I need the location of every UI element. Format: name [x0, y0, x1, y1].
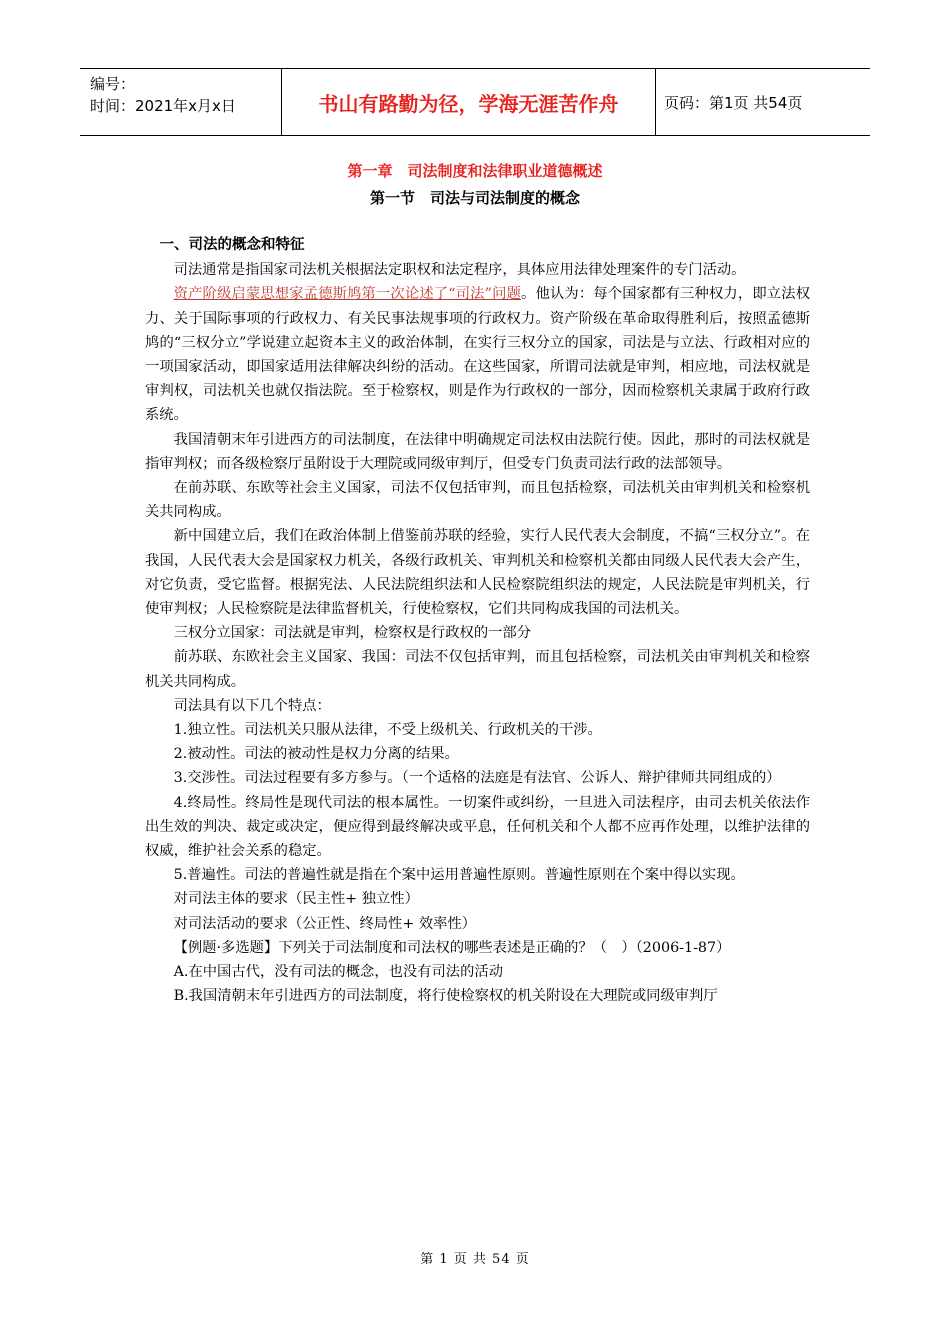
- list-item: 3.交涉性。司法过程要有多方参与。（一个适格的法庭是有法官、公诉人、辩护律师共同组成的）: [173, 770, 781, 787]
- paragraph: 司法具有以下几个特点：: [173, 697, 331, 714]
- page-footer: 第 1 页 共 54 页: [420, 1252, 530, 1267]
- paragraph: 三权分立国家：司法就是审判，检察权是行政权的一部分: [173, 625, 532, 642]
- list-item: 4.终局性。终局性是现代司法的根本属性。一切案件或纠纷，一旦进入司法程序，由司去机关依法作出生效的判决、裁定或决定，便应得到最终解决或平息，任何机关和个人都不应再作处理，以维护法律的权威，维护社会关系的稳定。: [145, 794, 810, 860]
- document-body: [145, 233, 810, 1009]
- header-meta: [80, 69, 282, 135]
- list-item: 1.独立性。司法机关只服从法律，不受上级机关、行政机关的干涉。: [173, 722, 602, 739]
- header-page-info: 页码：第1页 共54页: [664, 93, 803, 112]
- paragraph: 在前苏联、东欧等社会主义国家，司法不仅包括审判，而且包括检察，司法机关由审判机关和检察机关共同构成。: [145, 480, 810, 521]
- paragraph: [145, 282, 810, 427]
- hyperlink-montesquieu[interactable]: 资产阶级启蒙思想家孟德斯鸠第一次论述了“司法”问题: [173, 286, 522, 303]
- paragraph: 对司法主体的要求（民主性+ 独立性）: [173, 891, 419, 908]
- section-title: 第一节 司法与司法制度的概念: [369, 189, 580, 207]
- header-motto: 书山有路勤为径，学海无涯苦作舟: [282, 69, 656, 135]
- paragraph: 司法通常是指国家司法机关根据法定职权和法定程序，具体应用法律处理案件的专门活动。: [173, 262, 746, 279]
- option-b: B.我国清朝末年引进西方的司法制度，将行使检察权的机关附设在大理院或同级审判厅: [173, 988, 718, 1005]
- paragraph: 我国清朝末年引进西方的司法制度，在法律中明确规定司法权由法院行使。因此，那时的司法权就是指审判权；而各级检察厅虽附设于大理院或同级审判厅，但受专门负责司法行政的法部领导。: [145, 431, 810, 472]
- option-a: A.在中国古代，没有司法的概念，也没有司法的活动: [173, 964, 503, 981]
- document-number-label: 编号：: [90, 75, 136, 93]
- paragraph: 新中国建立后，我们在政治体制上借鉴前苏联的经验，实行人民代表大会制度，不搞“三权分立”。在我国，人民代表大会是国家权力机关，各级行政机关、审判机关和检察机关都由同级人民代表大会产生，对它负责，受它监督。根据宪法、人民法院组织法和人民检察院组织法的规定，人民法院是审判机关，行使审判权；人民检察院是法律监督机关，行使检察权，它们共同构成我国的司法机关。: [145, 528, 810, 618]
- list-item: 2.被动性。司法的被动性是权力分离的结果。: [173, 746, 459, 763]
- chapter-title: 第一章 司法制度和法律职业道德概述: [347, 162, 603, 180]
- paragraph: 前苏联、东欧社会主义国家、我国：司法不仅包括审判，而且包括检察，司法机关由审判机关和检察机关共同构成。: [145, 649, 810, 690]
- page-header: [80, 68, 870, 136]
- list-item: 5.普遍性。司法的普遍性就是指在个案中运用普遍性原则。普遍性原则在个案中得以实现。: [173, 867, 745, 884]
- document-date-label: 时间：2021年x月x日: [90, 97, 236, 115]
- example-question: 【例题·多选题】下列关于司法制度和司法权的哪些表述是正确的？（ ）（2006-1-87）: [173, 939, 731, 956]
- paragraph: 对司法活动的要求（公正性、终局性+ 效率性）: [173, 915, 477, 932]
- heading-concept-and-features: 一、司法的概念和特征: [159, 237, 305, 253]
- paragraph-text: 。他认为：每个国家都有三种权力，即立法权力、关于国际事项的行政权力、有关民事法规事项的行政权力。资产阶级在革命取得胜利后，按照孟德斯鸠的“三权分立”学说建立起资本主义的政治体制，在实行三权分立的国家，司法是与立法、行政相对应的一项国家活动，即国家适用法律解决纠纷的活动。在这些国家，所谓司法就是审判，相应地，司法权就是审判权，司法机关也就仅指法院。至于检察权，则是作为行政权的一部分，因而检察机关隶属于政府行政系统。: [145, 286, 810, 424]
